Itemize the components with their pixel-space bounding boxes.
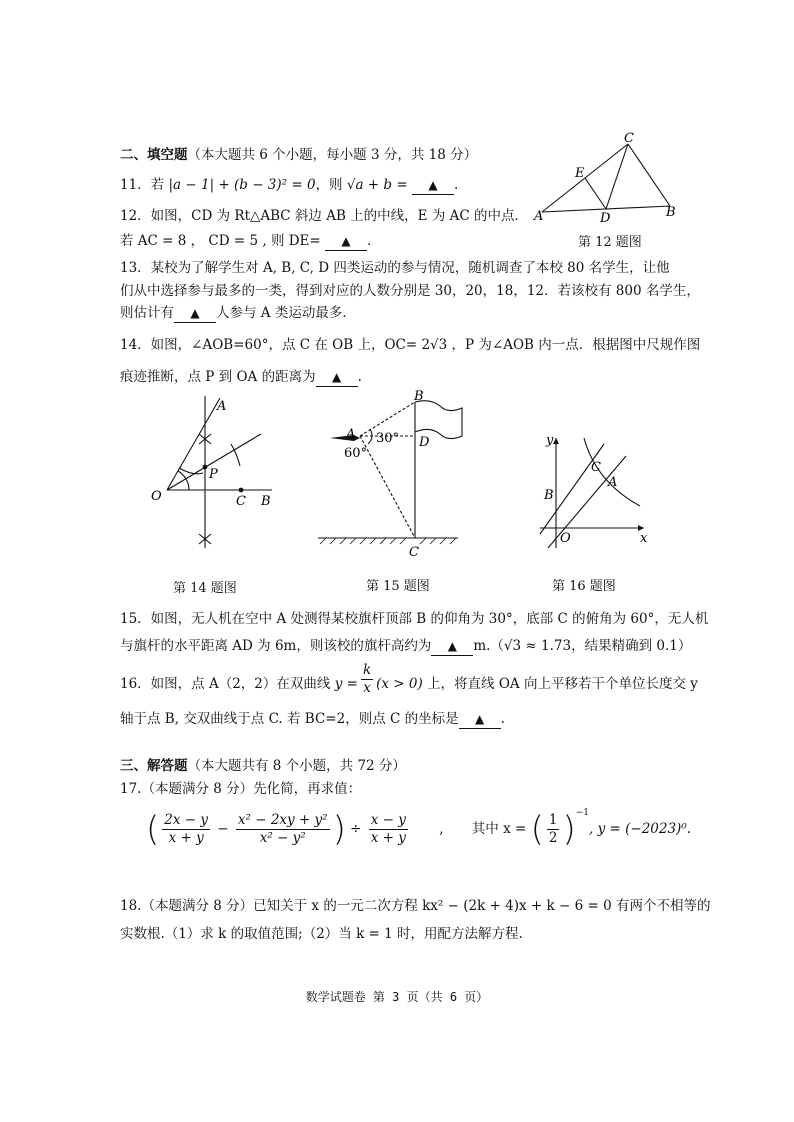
q16-fraction: [361, 662, 373, 697]
section2-desc: （本大题共 6 个小题，每小题 3 分，共 18 分）: [187, 147, 478, 163]
section3-title: 三、解答题: [120, 758, 188, 774]
blank-marker: ▲: [190, 306, 200, 320]
q13-text-b: 人参与 A 类运动最多．: [216, 305, 356, 321]
q16-text-c: 轴于点 B, 交双曲线于点 C. 若 BC=2，则点 C 的坐标是: [120, 711, 459, 727]
q17-fraction-4: [547, 812, 560, 847]
q11-text: ，则: [315, 177, 343, 193]
question-13-line3: [120, 304, 356, 323]
fig16-label-x: x: [640, 531, 648, 546]
blank-marker: ▲: [475, 712, 485, 726]
fig16-label-o: O: [560, 531, 571, 546]
q17-comma: ,: [439, 821, 444, 837]
fig15-angle-30: 30°: [376, 431, 400, 446]
q17-f4-num: 1: [548, 812, 558, 828]
q17-f2-num: x² − 2xy + y²: [237, 812, 328, 828]
q17-paren-close: ): [332, 809, 346, 850]
q17-f1-num: 2x − y: [164, 812, 208, 828]
blank-marker: ▲: [447, 639, 457, 653]
fig12-label-d: D: [600, 211, 611, 226]
q15-answer-blank[interactable]: [431, 637, 473, 656]
q17-f3-num: x − y: [370, 812, 406, 828]
figure-16: [536, 430, 656, 555]
fig16-label-b: B: [544, 488, 554, 503]
question-14-line1: 14．如图，∠AOB=60°，点 C 在 OB 上，OC= 2√3 ，P 为∠AOB 内一点．根据图中尺规作图: [120, 337, 701, 353]
q16-answer-blank[interactable]: [459, 710, 501, 729]
question-16-line1: [120, 662, 698, 697]
q12-text: 若 AC = 8 ， CD = 5 , 则 DE=: [120, 233, 321, 249]
blank-marker: ▲: [428, 178, 438, 192]
fig12-label-b: B: [666, 205, 676, 220]
q14-answer-blank[interactable]: [316, 368, 358, 387]
q11-end: .: [453, 177, 459, 193]
q17-where: 其中 x =: [471, 821, 527, 837]
fig12-label-c: C: [624, 132, 634, 146]
question-12-line2: [120, 232, 381, 251]
q14-end: .: [357, 369, 362, 385]
q17-f4-den: 2: [548, 830, 558, 846]
q17-fraction-1: [162, 812, 210, 847]
fig16-label-y: y: [546, 433, 554, 448]
fig14-label-b: B: [261, 494, 271, 509]
q13-answer-blank[interactable]: [174, 304, 216, 323]
question-17-head: 17.（本题满分 8 分）先化简，再求值：: [120, 781, 362, 797]
fig12-label-e: E: [575, 166, 585, 181]
question-18-line1: 18.（本题满分 8 分）已知关于 x 的一元二次方程 kx² − (2k + 4)x + k − 6 = 0 有两个不相等的: [120, 898, 711, 914]
q17-paren-close-2: ): [562, 809, 576, 850]
section2-heading: [120, 146, 477, 164]
blank-marker: ▲: [341, 234, 351, 248]
q11-root: √a + b: [346, 177, 393, 193]
q17-paren-open-2: (: [530, 809, 544, 850]
q14-text: 痕迹推断，点 P 到 OA 的距离为: [120, 369, 316, 385]
fig15-label-a: A: [346, 427, 356, 442]
fig15-label-d: D: [419, 435, 430, 450]
q17-paren-open: (: [146, 809, 160, 850]
fig14-caption: 第 14 题图: [173, 581, 237, 596]
question-16-line2: [120, 710, 505, 729]
q13-text-a: 则估计有: [120, 305, 174, 321]
q16-frac-num: k: [362, 662, 372, 678]
section2-title: 二、填空题: [120, 147, 188, 163]
fig15-caption: 第 15 题图: [366, 579, 430, 594]
q16-text-a: 16．如图，点 A（2，2）在双曲线: [120, 676, 331, 692]
q17-f2-den: x² − y²: [259, 830, 306, 846]
q12-end: ．: [367, 233, 381, 249]
q12-answer-blank[interactable]: [325, 232, 367, 251]
fig15-label-b: B: [414, 389, 424, 404]
q17-divide: ÷: [350, 821, 362, 837]
figure-15: [310, 388, 470, 560]
q16-text-b: 上，将直线 OA 向上平移若干个单位长度交 y: [427, 676, 698, 692]
fig14-label-a: A: [217, 399, 227, 414]
question-14-line2: [120, 368, 362, 387]
q16-condition: (x > 0): [376, 676, 423, 692]
q11-expression: |a − 1| + (b − 3)² = 0: [168, 177, 316, 193]
fig16-caption: 第 16 题图: [552, 579, 616, 594]
fig12-label-a: A: [534, 209, 544, 224]
figure-14: [145, 388, 285, 558]
q11-answer-blank[interactable]: [412, 176, 454, 195]
question-12-line1: 12．如图，CD 为 Rt△ABC 斜边 AB 上的中线，E 为 AC 的中点．: [120, 208, 528, 224]
fig15-label-c: C: [409, 545, 419, 560]
question-17-expression: [146, 808, 691, 850]
section3-heading: [120, 757, 406, 775]
q17-f3-den: x + y: [370, 830, 406, 846]
fig14-label-o: O: [151, 489, 162, 504]
question-15-line2: [120, 637, 691, 656]
q17-minus: −: [217, 821, 229, 837]
fig16-label-a: A: [608, 475, 618, 490]
fig15-angle-60: 60°: [344, 446, 368, 461]
section3-desc: （本大题共有 8 个小题，共 72 分）: [187, 758, 406, 774]
fig12-caption: 第 12 题图: [578, 235, 642, 250]
q15-text-b: m.（√3 ≈ 1.73，结果精确到 0.1）: [473, 638, 692, 654]
fig14-label-c: C: [236, 494, 246, 509]
q17-fraction-3: [369, 812, 408, 847]
q16-y-eq: y =: [334, 676, 358, 692]
q11-number: 11．若: [120, 177, 165, 193]
q11-equals: =: [396, 177, 408, 193]
q17-rest: , y = (−2023)⁰.: [589, 821, 692, 837]
q17-fraction-2: [236, 812, 330, 847]
q16-frac-den: x: [363, 680, 371, 696]
fig16-label-c: C: [591, 460, 601, 475]
question-15-line1: 15．如图，无人机在空中 A 处测得某校旗杆顶部 B 的仰角为 30°，底部 C 的俯角为 60°，无人机: [120, 611, 709, 627]
question-18-line2: 实数根.（1）求 k 的取值范围;（2）当 k = 1 时，用配方法解方程.: [120, 926, 523, 942]
q15-text-a: 与旗杆的水平距离 AD 为 6m，则该校的旗杆高约为: [120, 638, 432, 654]
figure-12: [530, 132, 690, 232]
question-13-line2: 们从中选择参与最多的一类，得到对应的人数分别是 30，20，18，12．若该校有 800 名学生，: [120, 283, 700, 299]
page-footer: 数学试题卷 第 3 页（共 6 页）: [305, 990, 489, 1004]
question-13-line1: 13．某校为了解学生对 A, B, C, D 四类运动的参与情况，随机调查了本校 80 名学生，让他: [120, 260, 670, 276]
fig14-label-p: P: [209, 467, 218, 482]
question-11: [120, 176, 458, 195]
q17-f1-den: x + y: [168, 830, 204, 846]
q16-end: .: [500, 711, 505, 727]
q17-exponent: −1: [575, 808, 590, 818]
blank-marker: ▲: [331, 370, 342, 384]
